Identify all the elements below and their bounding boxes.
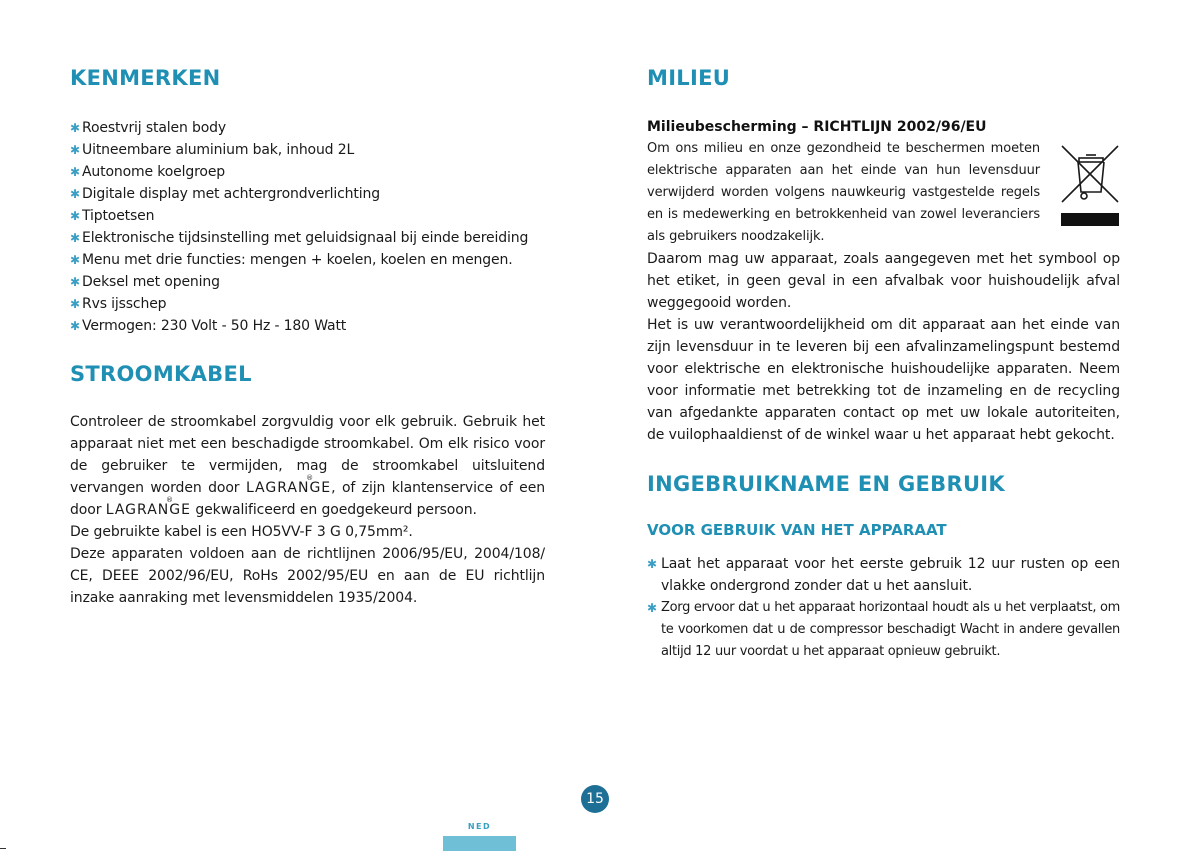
milieu-subtitle: Milieubescherming – RICHTLIJN 2002/96/EU bbox=[647, 119, 987, 135]
asterisk-bullet-icon: ✱ bbox=[70, 143, 80, 157]
asterisk-bullet-icon: ✱ bbox=[647, 601, 657, 615]
asterisk-bullet-icon: ✱ bbox=[70, 275, 80, 289]
list-item: ✱ Elektronische tijdsinstelling met geluidsignaal bij einde bereiding bbox=[70, 227, 528, 249]
list-item: ✱ Uitneembare aluminium bak, inhoud 2L bbox=[70, 139, 528, 161]
ingebruikname-heading: INGEBRUIKNAME EN GEBRUIK bbox=[647, 472, 1005, 496]
list-item: ✱ Tiptoetsen bbox=[70, 205, 528, 227]
milieu-paragraph-2: Daarom mag uw apparaat, zoals aangegeven met het symbool op het etiket, in geen geval in een afvalbak voor huishoudelijk afval weggegooid worden. bbox=[647, 251, 1120, 311]
language-tab-bar bbox=[443, 836, 516, 851]
list-item: ✱ Vermogen: 230 Volt - 50 Hz - 180 Watt bbox=[70, 315, 528, 337]
asterisk-bullet-icon: ✱ bbox=[70, 121, 80, 135]
list-item: ✱ Zorg ervoor dat u het apparaat horizontaal houdt als u het verplaatst, om te voorkomen dat u de compressor beschadigt Wacht in andere gevallen altijd 12 uur voordat u het apparaat opnieuw gebruikt. bbox=[647, 597, 1120, 663]
asterisk-bullet-icon: ✱ bbox=[70, 209, 80, 223]
ingebruikname-subtitle: VOOR GEBRUIK VAN HET APPARAAT bbox=[647, 521, 947, 539]
asterisk-bullet-icon: ✱ bbox=[70, 187, 80, 201]
stroomkabel-heading: STROOMKABEL bbox=[70, 362, 252, 386]
list-item: ✱ Deksel met opening bbox=[70, 271, 528, 293]
stroomkabel-text: Controleer de stroomkabel zorgvuldig voor elk gebruik. Gebruik het apparaat niet met een beschadigde stroomkabel. Om elk risico voor de gebruiker te vermijden, mag de stroomkabel uitsluitend vervangen worden door LAGRANGE ® , of zijn klantenservice of een door LAGRANGE ® gekwalificeerd en goedgekeurd persoon. De gebruikte kabel is een HO5VV-F 3 G 0,75mm². Deze apparaten voldoen aan de richtlijnen 2006/95/EU, 2004/108/ CE, DEEE 2002/96/EU, RoHs 2002/95/EU en aan de EU richtlijn inzake aanraking met levensmiddelen 1935/2004. bbox=[70, 414, 545, 606]
asterisk-bullet-icon: ✱ bbox=[70, 165, 80, 179]
milieu-paragraph-1: Om ons milieu en onze gezondheid te beschermen moeten elektrische apparaten aan het einde van hun levensduur verwijderd worden volgens nauwkeurig vastgestelde regels en is medewerking en betrokkenheid van zowel leveranciers als gebruikers noodzakelijk. bbox=[647, 141, 1040, 244]
asterisk-bullet-icon: ✱ bbox=[70, 231, 80, 245]
list-item: ✱ Menu met drie functies: mengen + koelen, koelen en mengen. bbox=[70, 249, 528, 271]
list-item: ✱ Autonome koelgroep bbox=[70, 161, 528, 183]
asterisk-bullet-icon: ✱ bbox=[647, 557, 657, 571]
page-number-badge: 15 bbox=[581, 785, 609, 813]
list-item: ✱ Rvs ijsschep bbox=[70, 293, 528, 315]
list-item: ✱ Roestvrij stalen body bbox=[70, 117, 528, 139]
crossed-out-wheelie-bin-icon bbox=[1060, 144, 1120, 228]
asterisk-bullet-icon: ✱ bbox=[70, 297, 80, 311]
kenmerken-heading: KENMERKEN bbox=[70, 66, 221, 90]
language-label: NED bbox=[467, 822, 492, 831]
crop-mark bbox=[0, 848, 6, 849]
list-item: ✱ Digitale display met achtergrondverlichting bbox=[70, 183, 528, 205]
milieu-heading: MILIEU bbox=[647, 66, 731, 90]
asterisk-bullet-icon: ✱ bbox=[70, 319, 80, 333]
kenmerken-list bbox=[70, 117, 528, 337]
ingebruikname-list bbox=[647, 553, 1120, 663]
list-item: ✱ Laat het apparaat voor het eerste gebruik 12 uur rusten op een vlakke ondergrond zonder dat u het aansluit. bbox=[647, 553, 1120, 597]
asterisk-bullet-icon: ✱ bbox=[70, 253, 80, 267]
lagrange-logo: LAGRANGE ® bbox=[245, 474, 332, 496]
milieu-paragraph-3: Het is uw verantwoordelijkheid om dit apparaat aan het einde van zijn levensduur in te leveren bij een afvalinzamelingspunt bestemd voor elektrische en elektronische huishoudelijke apparaten. Neem voor informatie met betrekking tot de inzameling en de recycling van afgedankte apparaten contact op met uw lokale autoriteiten, de vuilophaaldienst of de winkel waar u het apparaat hebt gekocht. bbox=[647, 317, 1120, 443]
lagrange-logo: LAGRANGE ® bbox=[105, 496, 191, 518]
